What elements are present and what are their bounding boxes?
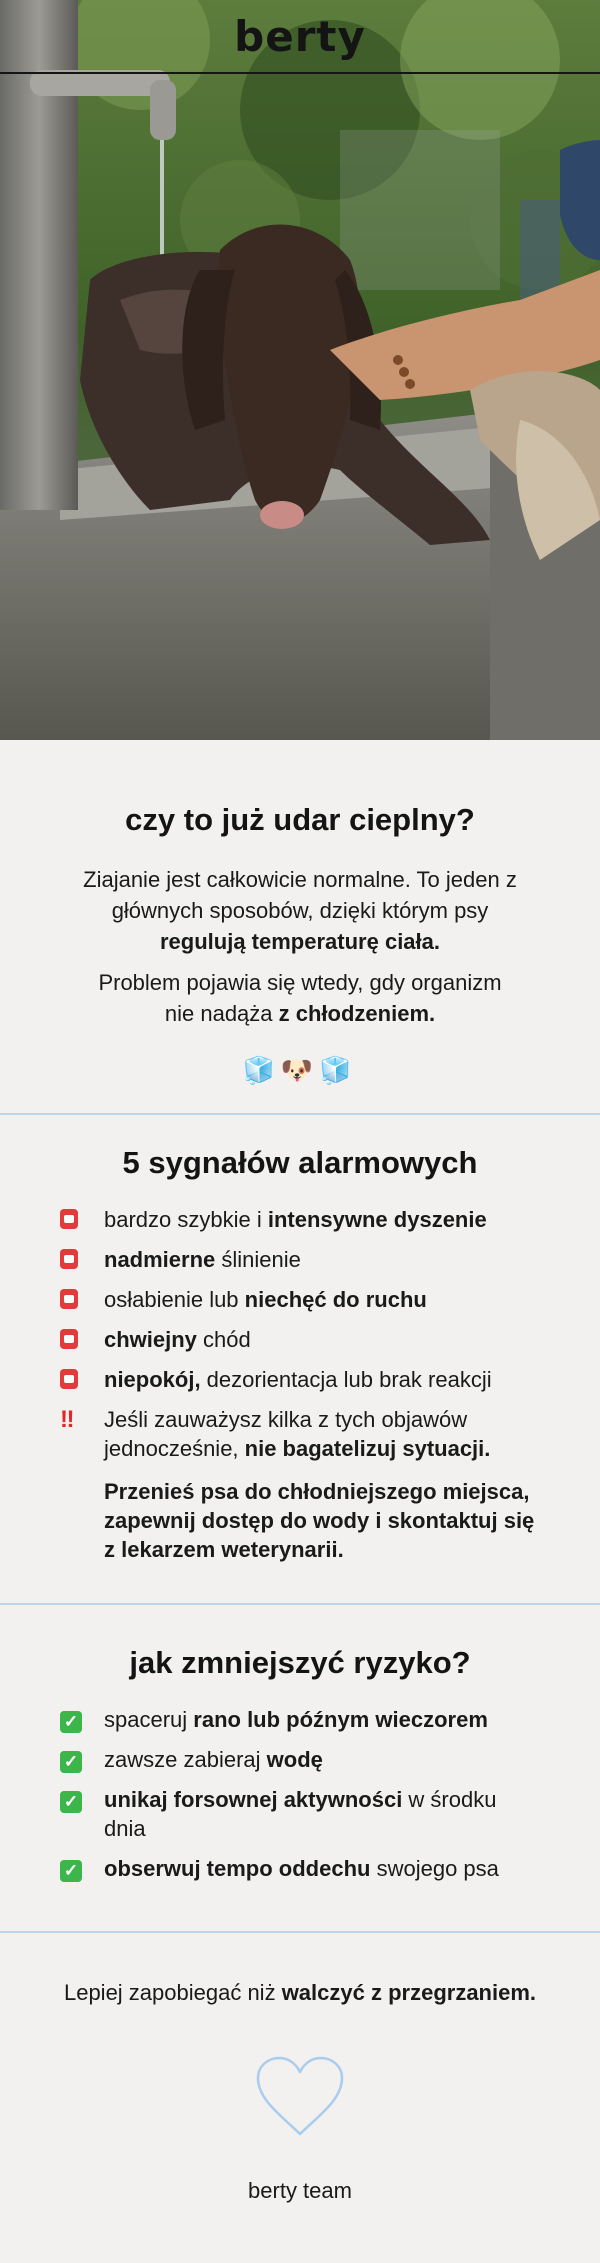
header-divider — [0, 72, 600, 74]
signals-title: 5 sygnałów alarmowych — [122, 1145, 478, 1180]
alarm-icon — [60, 1289, 78, 1309]
check-mark-icon: ✓ — [60, 1860, 82, 1882]
list-item: ✓ obserwuj tempo oddechu swojego psa — [60, 1854, 600, 1883]
risk-title: jak zmniejszyć ryzyko? — [129, 1645, 471, 1680]
intro-title: czy to już udar cieplny? — [125, 802, 475, 837]
list-item: niepokój, dezorientacja lub brak reakcji — [60, 1365, 600, 1394]
list-item: nadmierne ślinienie — [60, 1245, 600, 1274]
list-item: ✓ spaceruj rano lub późnym wieczorem — [60, 1705, 600, 1734]
list-item: ✓ unikaj forsownej aktywności w środku dnia — [60, 1785, 600, 1843]
reduce-risk-section — [0, 1605, 600, 1931]
list-item: bardzo szybkie i intensywne dyszenie — [60, 1205, 600, 1234]
check-mark-icon: ✓ — [60, 1751, 82, 1773]
check-mark-icon: ✓ — [60, 1711, 82, 1733]
signals-list — [0, 1205, 600, 1463]
intro-section — [0, 740, 600, 1113]
intro-paragraph-2: Problem pojawia się wtedy, gdy organizm nie nadąża z chłodzeniem. — [98, 970, 502, 1026]
brand-logo[interactable]: berty — [234, 12, 366, 61]
advice-text: Przenieś psa do chłodniejszego miejsca, zapewnij dostęp do wody i skontaktuj się z lekarzem weterynarii. — [104, 1479, 535, 1562]
warning-item: ‼ Jeśli zauważysz kilka z tych objawów jednocześnie, nie bagatelizuj sytuacji. — [60, 1406, 491, 1461]
check-mark-icon: ✓ — [60, 1791, 82, 1813]
closing-text: Lepiej zapobiegać niż walczyć z przegrzaniem. — [63, 1980, 537, 2005]
intro-paragraph-1: Ziajanie jest całkowicie normalne. To jeden z głównych sposobów, dzięki którym psy regulują temperaturę ciała. — [83, 867, 517, 954]
ice-dog-emoji-row: 🧊🐶🧊 — [242, 1055, 358, 1085]
heart-outline-icon — [0, 2054, 600, 2144]
list-item: osłabienie lub niechęć do ruchu — [60, 1285, 600, 1314]
dog-drinking-photo — [0, 0, 600, 740]
signature: berty team — [248, 2178, 352, 2203]
double-exclamation-icon: ‼ — [60, 1406, 73, 1433]
list-item: chwiejny chód — [60, 1325, 600, 1354]
alarm-signals-section — [0, 1115, 600, 1603]
alarm-icon — [60, 1329, 78, 1349]
hero-image — [0, 0, 600, 740]
list-item: ✓ zawsze zabieraj wodę — [60, 1745, 600, 1774]
risk-list — [0, 1705, 600, 1883]
alarm-icon — [60, 1209, 78, 1229]
alarm-icon — [60, 1369, 78, 1389]
closing-section — [0, 1933, 600, 2263]
alarm-icon — [60, 1249, 78, 1269]
